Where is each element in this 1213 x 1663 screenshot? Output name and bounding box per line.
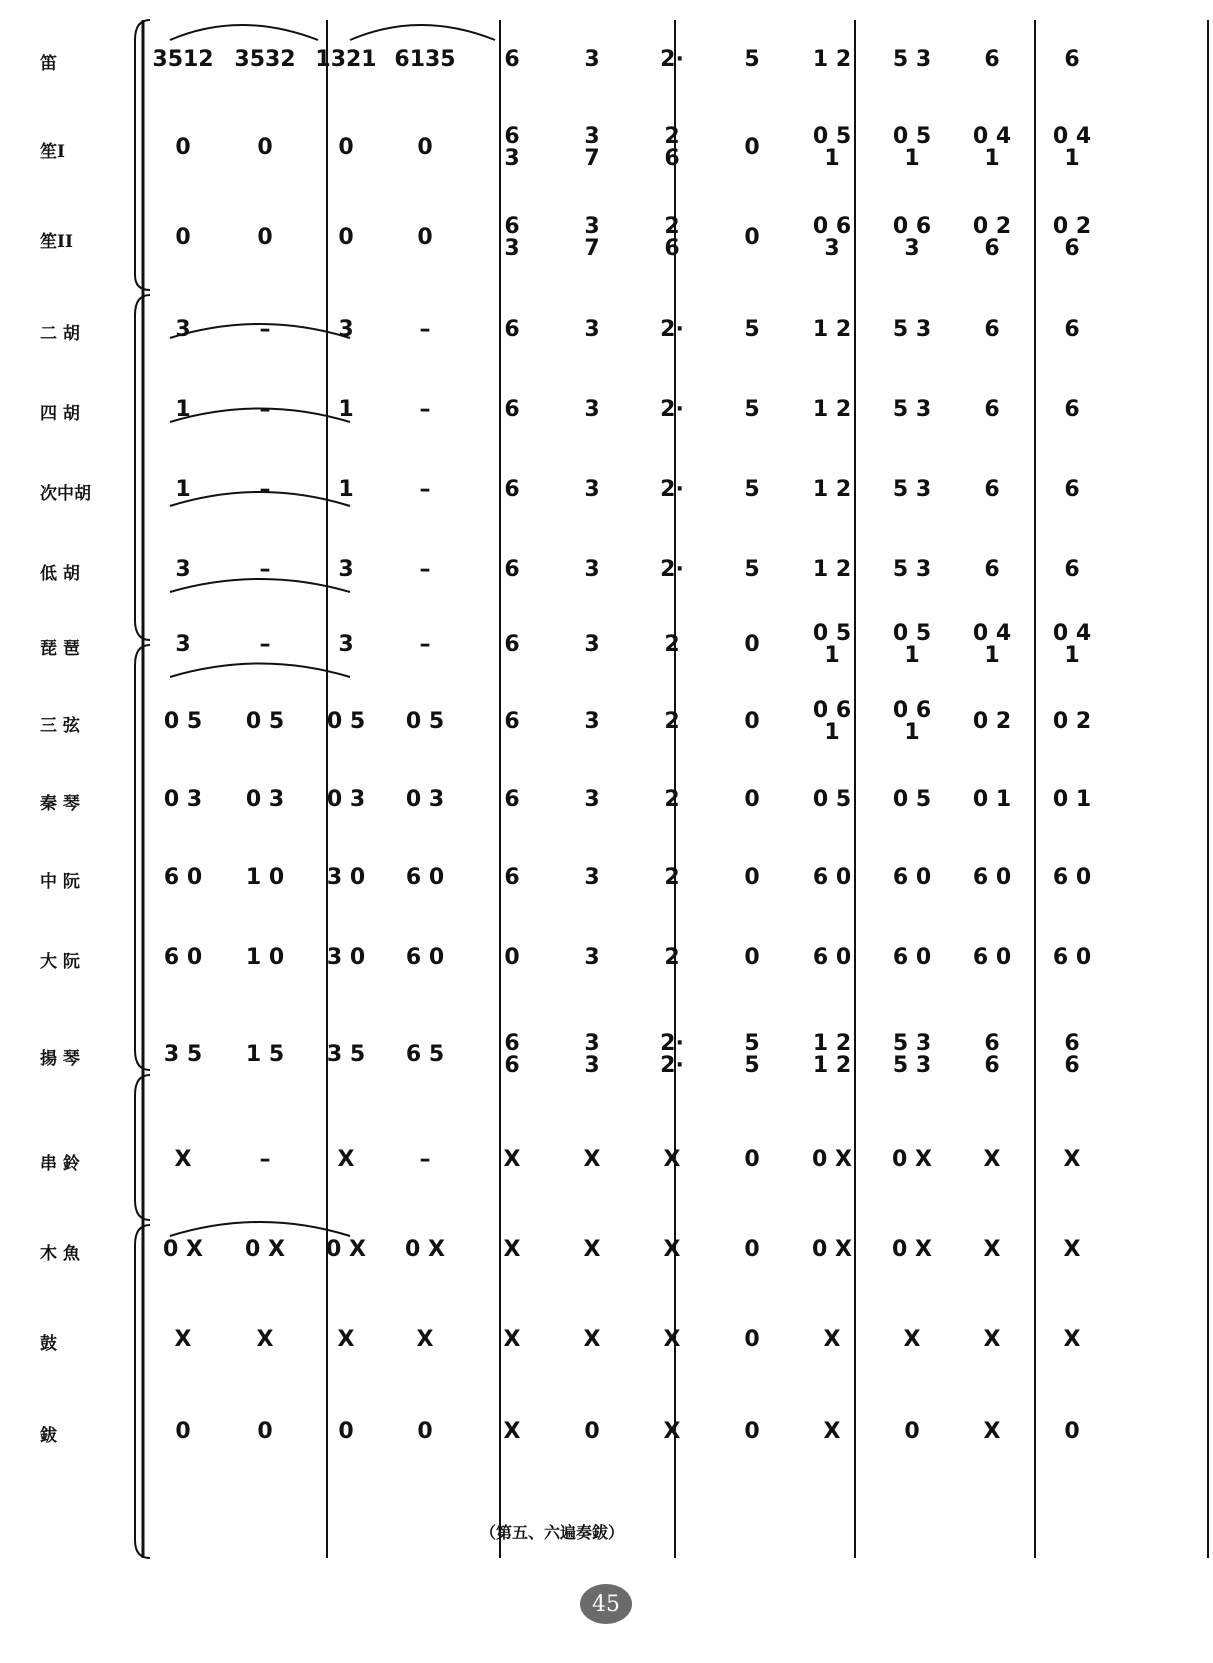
slur bbox=[170, 1222, 350, 1236]
note-cell: 6 bbox=[1064, 477, 1080, 502]
note-cell: 6 0 bbox=[972, 945, 1012, 970]
note-cell: 0 bbox=[744, 1147, 760, 1172]
note-cell: 1 5 bbox=[245, 1042, 285, 1067]
note-cell: 6 0 bbox=[1052, 865, 1092, 890]
note-cell: X bbox=[663, 1237, 681, 1262]
note-cell: 2· 2· bbox=[660, 1031, 684, 1078]
note-cell: 0 bbox=[584, 1419, 600, 1444]
note-cell: 6 bbox=[504, 47, 520, 72]
note-cell: 2 bbox=[664, 865, 680, 890]
instrument-label-erhu: 二 胡 bbox=[40, 324, 80, 344]
note-cell: 5 3 bbox=[892, 477, 932, 502]
note-cell: – bbox=[419, 397, 431, 422]
note-cell: 0 6 3 bbox=[892, 214, 932, 261]
note-cell: X bbox=[583, 1147, 601, 1172]
note-cell: 6 3 bbox=[504, 214, 520, 261]
instrument-label-sheng2: 笙II bbox=[40, 232, 73, 252]
note-cell: 6 bbox=[504, 787, 520, 812]
note-cell: 0 bbox=[257, 225, 273, 250]
note-cell: X bbox=[823, 1419, 841, 1444]
note-cell: – bbox=[259, 1147, 271, 1172]
note-cell: 6 0 bbox=[163, 865, 203, 890]
note-cell: 0 bbox=[744, 135, 760, 160]
note-cell: 6 0 bbox=[812, 865, 852, 890]
note-cell: 6 bbox=[504, 397, 520, 422]
note-cell: 2 bbox=[664, 632, 680, 657]
note-cell: 0 5 bbox=[812, 787, 852, 812]
note-cell: X bbox=[983, 1147, 1001, 1172]
note-cell: 5 bbox=[744, 397, 760, 422]
note-cell: 1 bbox=[338, 397, 354, 422]
note-cell: – bbox=[419, 317, 431, 342]
note-cell: 0 X bbox=[812, 1237, 852, 1262]
note-cell: 6 6 bbox=[1064, 1031, 1080, 1078]
note-cell: 1 2 1 2 bbox=[812, 1031, 852, 1078]
note-cell: 0 5 bbox=[326, 709, 366, 734]
instrument-label-dihu: 低 胡 bbox=[40, 564, 80, 584]
note-cell: X bbox=[503, 1327, 521, 1352]
note-cell: 3 bbox=[584, 47, 600, 72]
note-cell: 6 bbox=[1064, 397, 1080, 422]
note-cell: 0 bbox=[744, 632, 760, 657]
note-cell: 0 5 bbox=[245, 709, 285, 734]
note-cell: 0 bbox=[744, 225, 760, 250]
note-cell: 0 bbox=[257, 135, 273, 160]
note-cell: 3 bbox=[584, 557, 600, 582]
note-cell: X bbox=[256, 1327, 274, 1352]
note-cell: 0 bbox=[338, 135, 354, 160]
note-cell: 2 bbox=[664, 787, 680, 812]
instrument-label-sanxian: 三 弦 bbox=[40, 716, 80, 736]
note-cell: 3 0 bbox=[326, 865, 366, 890]
instrument-label-sihu: 四 胡 bbox=[40, 404, 80, 424]
note-cell: 6 bbox=[504, 477, 520, 502]
instrument-label-pipa: 琵 琶 bbox=[40, 639, 80, 659]
note-cell: 6 bbox=[1064, 557, 1080, 582]
note-cell: 6 6 bbox=[984, 1031, 1000, 1078]
note-cell: X bbox=[983, 1419, 1001, 1444]
note-cell: X bbox=[983, 1327, 1001, 1352]
note-cell: 3532 bbox=[234, 47, 296, 72]
instrument-label-muyu: 木 魚 bbox=[40, 1244, 80, 1264]
note-cell: 3 bbox=[584, 397, 600, 422]
note-cell: 6 bbox=[1064, 317, 1080, 342]
note-cell: 0 2 6 bbox=[972, 214, 1012, 261]
note-cell: 5 bbox=[744, 557, 760, 582]
note-cell: 0 2 6 bbox=[1052, 214, 1092, 261]
note-cell: 3 bbox=[584, 317, 600, 342]
note-cell: 6 0 bbox=[972, 865, 1012, 890]
note-cell: 0 bbox=[175, 135, 191, 160]
note-cell: X bbox=[983, 1237, 1001, 1262]
note-cell: 3 5 bbox=[326, 1042, 366, 1067]
note-cell: 3 bbox=[584, 865, 600, 890]
note-cell: 3 bbox=[584, 945, 600, 970]
note-cell: 0 5 bbox=[163, 709, 203, 734]
note-cell: 0 bbox=[744, 865, 760, 890]
note-cell: X bbox=[663, 1327, 681, 1352]
note-cell: 6 bbox=[984, 317, 1000, 342]
note-cell: X bbox=[663, 1147, 681, 1172]
instrument-label-daruan: 大 阮 bbox=[40, 952, 80, 972]
note-cell: 3 bbox=[584, 632, 600, 657]
note-cell: X bbox=[663, 1419, 681, 1444]
note-cell: 3 bbox=[175, 317, 191, 342]
instrument-label-gu: 鼓 bbox=[40, 1334, 57, 1354]
note-cell: – bbox=[419, 557, 431, 582]
note-cell: 0 bbox=[744, 787, 760, 812]
note-cell: 3 bbox=[584, 787, 600, 812]
note-cell: 3 bbox=[175, 557, 191, 582]
note-cell: 5 3 bbox=[892, 317, 932, 342]
note-cell: 6 3 bbox=[504, 124, 520, 171]
note-cell: 0 bbox=[904, 1419, 920, 1444]
note-cell: 0 X bbox=[163, 1237, 203, 1262]
note-cell: 0 bbox=[417, 225, 433, 250]
note-cell: 0 bbox=[338, 225, 354, 250]
note-cell: X bbox=[1063, 1147, 1081, 1172]
note-cell: 0 5 bbox=[892, 787, 932, 812]
instrument-label-zhongruan: 中 阮 bbox=[40, 872, 80, 892]
note-cell: 1 bbox=[175, 397, 191, 422]
note-cell: 2 6 bbox=[664, 214, 680, 261]
note-cell: 0 5 1 bbox=[812, 124, 852, 171]
note-cell: 3 bbox=[584, 709, 600, 734]
note-cell: 2· bbox=[660, 557, 684, 582]
note-cell: 1 bbox=[338, 477, 354, 502]
note-cell: 0 bbox=[744, 945, 760, 970]
note-cell: 6 0 bbox=[163, 945, 203, 970]
note-cell: X bbox=[583, 1237, 601, 1262]
note-cell: 1 2 bbox=[812, 397, 852, 422]
note-cell: 3 5 bbox=[163, 1042, 203, 1067]
footnote: （第五、六遍奏鈸） bbox=[480, 1523, 625, 1542]
note-cell: 0 4 1 bbox=[972, 124, 1012, 171]
note-cell: 0 5 1 bbox=[892, 124, 932, 171]
slur bbox=[170, 664, 350, 678]
note-cell: 0 bbox=[744, 1237, 760, 1262]
note-cell: 0 X bbox=[245, 1237, 285, 1262]
note-cell: 2· bbox=[660, 397, 684, 422]
note-cell: 3 bbox=[584, 477, 600, 502]
note-cell: 1 bbox=[175, 477, 191, 502]
note-cell: 0 bbox=[744, 1419, 760, 1444]
note-cell: 0 6 3 bbox=[812, 214, 852, 261]
note-cell: 0 5 bbox=[405, 709, 445, 734]
note-cell: 1 2 bbox=[812, 317, 852, 342]
note-cell: 1 0 bbox=[245, 945, 285, 970]
note-cell: 0 3 bbox=[405, 787, 445, 812]
note-cell: X bbox=[903, 1327, 921, 1352]
instrument-label-qinqin: 秦 琴 bbox=[40, 794, 80, 814]
note-cell: 0 X bbox=[892, 1147, 932, 1172]
note-cell: 0 6 1 bbox=[892, 698, 932, 745]
note-cell: 6 0 bbox=[1052, 945, 1092, 970]
note-cell: 6 bbox=[504, 317, 520, 342]
note-cell: X bbox=[823, 1327, 841, 1352]
note-cell: 5 3 bbox=[892, 47, 932, 72]
note-cell: 2 bbox=[664, 709, 680, 734]
note-cell: X bbox=[337, 1147, 355, 1172]
note-cell: X bbox=[503, 1237, 521, 1262]
instrument-label-yangqin: 揚 琴 bbox=[40, 1049, 80, 1069]
note-cell: 3 7 bbox=[584, 214, 600, 261]
note-cell: 6 0 bbox=[892, 945, 932, 970]
note-cell: X bbox=[503, 1419, 521, 1444]
note-cell: 0 bbox=[744, 709, 760, 734]
note-cell: 5 3 5 3 bbox=[892, 1031, 932, 1078]
note-cell: 6 bbox=[984, 47, 1000, 72]
note-cell: 6135 bbox=[394, 47, 456, 72]
note-cell: 3 bbox=[175, 632, 191, 657]
instrument-label-xiao: 笛 bbox=[40, 54, 57, 74]
note-cell: 1321 bbox=[315, 47, 377, 72]
note-cell: X bbox=[174, 1327, 192, 1352]
note-cell: 0 bbox=[417, 135, 433, 160]
instrument-label-cizhonghu: 次中胡 bbox=[40, 484, 91, 504]
note-cell: – bbox=[259, 317, 271, 342]
note-cell: 5 3 bbox=[892, 557, 932, 582]
note-cell: 0 1 bbox=[1052, 787, 1092, 812]
note-cell: 0 3 bbox=[326, 787, 366, 812]
note-cell: 6 6 bbox=[504, 1031, 520, 1078]
note-cell: 2· bbox=[660, 317, 684, 342]
note-cell: – bbox=[259, 477, 271, 502]
page-number: 45 bbox=[580, 1584, 632, 1624]
note-cell: 5 bbox=[744, 47, 760, 72]
note-cell: – bbox=[419, 477, 431, 502]
note-cell: 0 2 bbox=[1052, 709, 1092, 734]
note-cell: – bbox=[419, 632, 431, 657]
note-cell: 3 0 bbox=[326, 945, 366, 970]
note-cell: 5 5 bbox=[744, 1031, 760, 1078]
note-cell: 0 bbox=[175, 225, 191, 250]
note-cell: 2· bbox=[660, 47, 684, 72]
note-cell: 0 5 1 bbox=[892, 621, 932, 668]
note-cell: 0 X bbox=[812, 1147, 852, 1172]
note-cell: 3 7 bbox=[584, 124, 600, 171]
note-cell: 5 bbox=[744, 317, 760, 342]
note-cell: 6 0 bbox=[405, 945, 445, 970]
note-cell: 0 bbox=[504, 945, 520, 970]
note-cell: 6 bbox=[504, 865, 520, 890]
note-cell: 0 bbox=[338, 1419, 354, 1444]
note-cell: 0 bbox=[744, 1327, 760, 1352]
instrument-label-sheng1: 笙I bbox=[40, 142, 65, 162]
note-cell: 6 bbox=[984, 557, 1000, 582]
note-cell: 5 bbox=[744, 477, 760, 502]
note-cell: X bbox=[337, 1327, 355, 1352]
note-cell: 3512 bbox=[152, 47, 214, 72]
note-cell: 3 bbox=[338, 632, 354, 657]
note-cell: 6 bbox=[984, 397, 1000, 422]
note-cell: 6 bbox=[984, 477, 1000, 502]
note-cell: 1 2 bbox=[812, 477, 852, 502]
note-cell: – bbox=[259, 557, 271, 582]
slur bbox=[170, 25, 318, 40]
instrument-label-chuanling: 串 鈴 bbox=[40, 1154, 80, 1174]
note-cell: 0 5 1 bbox=[812, 621, 852, 668]
note-cell: 0 bbox=[1064, 1419, 1080, 1444]
note-cell: 0 bbox=[417, 1419, 433, 1444]
instrument-label-bo: 鈸 bbox=[40, 1426, 57, 1446]
note-cell: X bbox=[583, 1327, 601, 1352]
note-cell: X bbox=[174, 1147, 192, 1172]
note-cell: X bbox=[503, 1147, 521, 1172]
note-cell: 2 6 bbox=[664, 124, 680, 171]
note-cell: 6 0 bbox=[812, 945, 852, 970]
note-cell: 3 3 bbox=[584, 1031, 600, 1078]
note-cell: X bbox=[416, 1327, 434, 1352]
note-cell: – bbox=[259, 632, 271, 657]
note-cell: 0 6 1 bbox=[812, 698, 852, 745]
note-cell: 6 bbox=[504, 709, 520, 734]
note-cell: 0 X bbox=[892, 1237, 932, 1262]
note-cell: 2 bbox=[664, 945, 680, 970]
note-cell: 0 X bbox=[326, 1237, 366, 1262]
note-cell: 0 4 1 bbox=[972, 621, 1012, 668]
note-cell: X bbox=[1063, 1237, 1081, 1262]
slur bbox=[350, 25, 495, 40]
note-cell: 6 5 bbox=[405, 1042, 445, 1067]
note-cell: 0 1 bbox=[972, 787, 1012, 812]
note-cell: – bbox=[419, 1147, 431, 1172]
note-cell: 0 bbox=[257, 1419, 273, 1444]
note-cell: 3 bbox=[338, 557, 354, 582]
note-cell: 0 4 1 bbox=[1052, 621, 1092, 668]
note-cell: 0 bbox=[175, 1419, 191, 1444]
note-cell: 6 bbox=[504, 632, 520, 657]
note-cell: 6 0 bbox=[892, 865, 932, 890]
note-cell: 6 0 bbox=[405, 865, 445, 890]
note-cell: 6 bbox=[504, 557, 520, 582]
note-cell: 0 3 bbox=[163, 787, 203, 812]
note-cell: – bbox=[259, 397, 271, 422]
note-cell: 0 2 bbox=[972, 709, 1012, 734]
note-cell: 1 0 bbox=[245, 865, 285, 890]
note-cell: 0 3 bbox=[245, 787, 285, 812]
note-cell: 0 4 1 bbox=[1052, 124, 1092, 171]
note-cell: 1 2 bbox=[812, 557, 852, 582]
note-cell: X bbox=[1063, 1327, 1081, 1352]
note-cell: 3 bbox=[338, 317, 354, 342]
note-cell: 1 2 bbox=[812, 47, 852, 72]
note-cell: 0 X bbox=[405, 1237, 445, 1262]
note-cell: 6 bbox=[1064, 47, 1080, 72]
note-cell: 2· bbox=[660, 477, 684, 502]
note-cell: 5 3 bbox=[892, 397, 932, 422]
